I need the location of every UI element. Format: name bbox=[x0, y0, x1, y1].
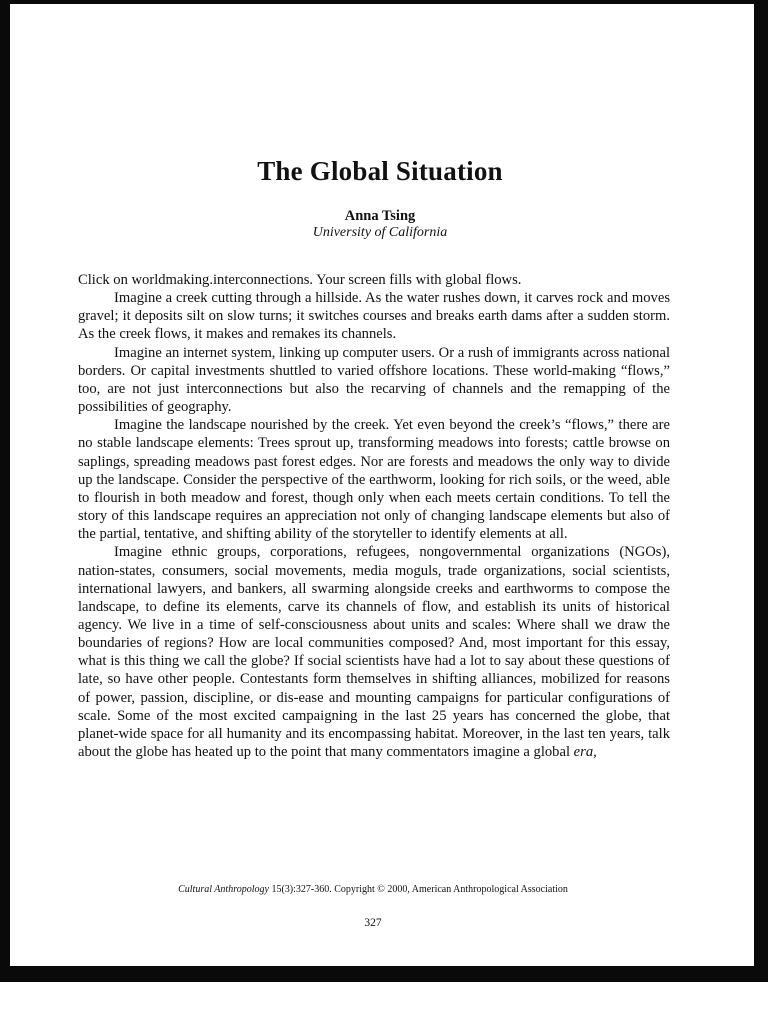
citation-details: 15(3):327-360. Copyright © 2000, American Anthropological Association bbox=[268, 884, 568, 895]
scan-border-bottom bbox=[0, 966, 768, 982]
document-page bbox=[10, 4, 754, 966]
footer-citation bbox=[10, 884, 736, 895]
page-number: 327 bbox=[364, 917, 382, 929]
paragraph-opening: Click on worldmaking.interconnections. Your screen fills with global flows. bbox=[78, 272, 522, 288]
paragraph-internet: Imagine an internet system, linking up computer users. Or a rush of immigrants across national borders. Or capital investments shuttled to varied offshore locations. These world-making “flows,” too, are not just interconnections but also the recarving of channels and the remapping of the possibilities of geography. bbox=[78, 344, 670, 416]
paragraph-ethnic-groups-tail: era, bbox=[573, 744, 597, 761]
scan-border-left bbox=[0, 0, 10, 982]
author-name: Anna Tsing bbox=[344, 208, 416, 224]
paragraph-ethnic-groups-text: Imagine ethnic groups, corporations, refugees, nongovernmental organizations (NGOs), nation-states, consumers, social movements, media moguls, trade organizations, social scientists, international lawyers, and bankers, all swarming alongside creeks and earthworms to compose the landscape, to define its elements, carve its channels of flow, and establish its units of historical agency. We live in a time of self-consciousness about units and scales: Where shall we draw the boundaries of regions? How are local communities composed? And, most important for this essay, what is this thing we call the globe? If social scientists have had a lot to say about these questions of late, so have other people. Contestants form themselves in shifting alliances, mobilized for reasons of power, passion, discipline, or dis-ease and mounting campaigns for particular configurations of scale. Some of the most excited campaigning in the last 25 years has concerned the globe, that planet-wide space for all humanity and its encompassing habitat. Moreover, in the last ten years, talk about the globe has heated up to the point that many commentators imagine a global bbox=[78, 544, 670, 761]
author-affiliation: University of California bbox=[312, 225, 448, 240]
paragraph-creek: Imagine a creek cutting through a hillside. As the water rushes down, it carves rock and moves gravel; it deposits silt on slow turns; it switches courses and breaks earth dams after a sudden storm. As the creek flows, it makes and remakes its channels. bbox=[78, 290, 670, 343]
journal-name: Cultural Anthropology bbox=[178, 884, 269, 895]
article-title: The Global Situation bbox=[257, 156, 503, 186]
paragraph-landscape: Imagine the landscape nourished by the creek. Yet even beyond the creek’s “flows,” there are no stable landscape elements: Trees sprout up, transforming meadows into forests; cattle browse on saplings, spreading meadows past forest edges. Nor are forests and meadows the only way to divide up the landscape. Consider the perspective of the earthworm, looking for rich soils, or the weed, able to flourish in both meadow and forest, though only when each meets certain conditions. To tell the story of this landscape requires an appreciation not only of changing landscape elements but also of the partial, tentative, and shifting ability of the storyteller to identify elements at all. bbox=[78, 417, 670, 543]
article-body bbox=[78, 271, 670, 761]
scan-border-right bbox=[754, 0, 768, 982]
paragraph-ethnic-groups bbox=[78, 543, 670, 761]
